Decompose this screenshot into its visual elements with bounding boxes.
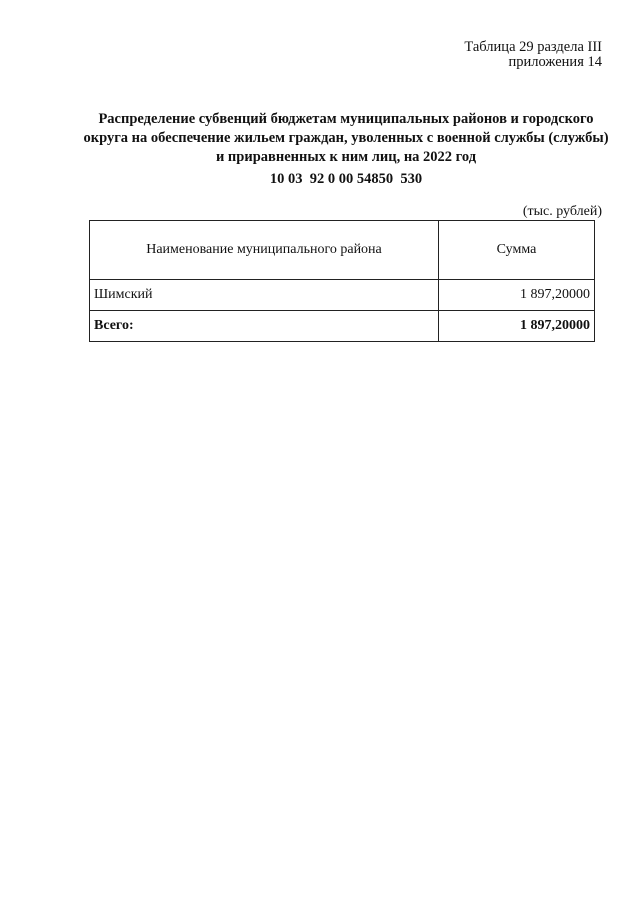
table-row — [90, 280, 595, 311]
column-header-district: Наименование муниципального района — [90, 221, 439, 280]
district-name-cell: Шимский — [90, 280, 439, 311]
total-row — [90, 311, 595, 342]
total-amount-cell: 1 897,20000 — [439, 311, 595, 342]
amount-cell: 1 897,20000 — [439, 280, 595, 311]
table-reference — [464, 40, 602, 70]
distribution-table — [89, 220, 595, 342]
total-label-cell: Всего: — [90, 311, 439, 342]
column-header-amount: Сумма — [439, 221, 595, 280]
table-reference-line2: приложения 14 — [508, 54, 602, 70]
budget-classification-code: 10 03 92 0 00 54850 530 — [269, 171, 423, 187]
unit-label: (тыс. рублей) — [522, 204, 602, 219]
document-title: Распределение субвенций бюджетам муниципальных районов и городского округа на обеспечение жильем граждан, уволенных с военной службы (службы) и приравненных к ним лиц, на 2022 год — [83, 111, 609, 165]
table-reference-line1: Таблица 29 раздела III — [464, 39, 602, 55]
table-header-row — [90, 221, 595, 280]
